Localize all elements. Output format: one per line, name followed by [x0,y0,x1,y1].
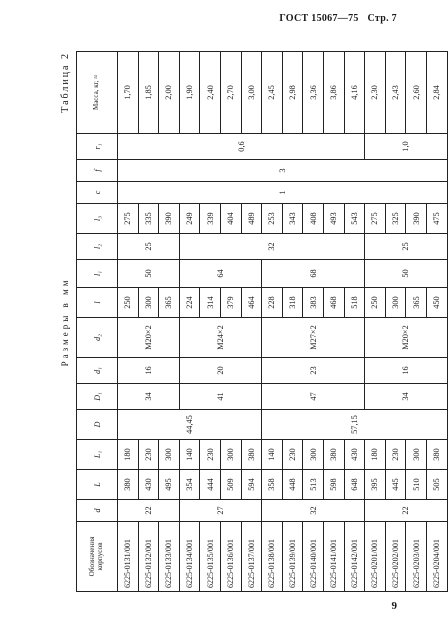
col-header: Обозначения корпусов [77,522,118,592]
l1-cell: 64 [179,260,261,288]
table-row [365,52,386,592]
designation-cell: 6225-0137/001 [241,522,262,592]
l3-cell: 339 [200,204,221,234]
D1-cell: 47 [262,384,365,410]
l3-cell: 475 [426,204,447,234]
r1-cell: 0,6 [118,134,365,160]
L1-cell: 300 [159,440,180,470]
l3-cell: 325 [385,204,406,234]
D-cell: 44,45 [118,410,262,440]
d2-cell: М20×2 [365,318,447,358]
d2-cell: М27×2 [262,318,365,358]
D-cell: 57,15 [262,410,447,440]
d2-cell: М24×2 [179,318,261,358]
designation-cell: 6225-0131/001 [118,522,139,592]
L1-cell: 180 [365,440,386,470]
D1-cell: 41 [179,384,261,410]
mass-cell: 2,45 [262,52,283,134]
L1-cell: 140 [262,440,283,470]
L-cell: 430 [138,470,159,500]
l3-cell: 343 [282,204,303,234]
col-header: Масса, кг, ≈ [77,52,118,134]
D1-cell: 34 [118,384,180,410]
table-row [179,52,200,592]
mass-cell: 3,36 [303,52,324,134]
page-header [273,13,397,24]
page-label: Стр. 7 [367,13,397,24]
L-cell: 648 [344,470,365,500]
l2-cell: 25 [118,234,180,260]
L1-cell: 180 [118,440,139,470]
l-cell: 468 [323,288,344,318]
designation-cell: 6225-0134/001 [179,522,200,592]
c-cell: 1 [118,182,448,204]
l-cell: 300 [385,288,406,318]
col-header: L₁ [77,440,118,470]
d-cell: 27 [179,500,261,522]
l-cell: 250 [365,288,386,318]
table-title: Размеры в мм [60,277,70,367]
designation-cell: 6225-0140/001 [303,522,324,592]
l3-cell: 493 [323,204,344,234]
table-row [262,52,283,592]
L-cell: 354 [179,470,200,500]
mass-cell: 2,98 [282,52,303,134]
mass-cell: 2,60 [406,52,427,134]
rotated-table-area [58,52,442,592]
mass-cell: 2,30 [365,52,386,134]
L-cell: 445 [385,470,406,500]
d-cell: 22 [365,500,447,522]
d2-cell: М20×2 [118,318,180,358]
L-cell: 444 [200,470,221,500]
l-cell: 228 [262,288,283,318]
designation-cell: 6225-0203/001 [406,522,427,592]
l1-cell: 68 [262,260,365,288]
D1-cell: 34 [365,384,447,410]
l3-cell: 489 [241,204,262,234]
designation-cell: 6225-0136/001 [220,522,241,592]
L-cell: 598 [323,470,344,500]
L-cell: 513 [303,470,324,500]
table-row [118,52,139,592]
l1-cell: 50 [118,260,180,288]
l3-cell: 390 [406,204,427,234]
l3-cell: 408 [303,204,324,234]
l-cell: 379 [220,288,241,318]
L1-cell: 230 [385,440,406,470]
l3-cell: 253 [262,204,283,234]
table-caption: Таблица 2 [60,52,71,113]
mass-cell: 3,86 [323,52,344,134]
l3-cell: 404 [220,204,241,234]
l-cell: 450 [426,288,447,318]
mass-cell: 2,70 [220,52,241,134]
d-cell: 22 [118,500,180,522]
l-cell: 300 [138,288,159,318]
l3-cell: 275 [365,204,386,234]
col-header: D [77,410,118,440]
L-cell: 358 [262,470,283,500]
col-header: L [77,470,118,500]
L1-cell: 380 [241,440,262,470]
l3-cell: 249 [179,204,200,234]
designation-cell: 6225-0204/001 [426,522,447,592]
standard-number: ГОСТ 15067—75 [279,13,359,24]
l-cell: 464 [241,288,262,318]
d-cell: 32 [262,500,365,522]
col-header: f [77,160,118,182]
col-header: l₂ [77,234,118,260]
col-header: l₃ [77,204,118,234]
mass-cell: 2,40 [200,52,221,134]
mass-cell: 2,84 [426,52,447,134]
L1-cell: 430 [344,440,365,470]
L1-cell: 230 [282,440,303,470]
col-header: l [77,288,118,318]
l1-cell: 50 [365,260,447,288]
l3-cell: 543 [344,204,365,234]
mass-cell: 2,00 [159,52,180,134]
designation-cell: 6225-0132/001 [138,522,159,592]
l3-cell: 275 [118,204,139,234]
L-cell: 505 [426,470,447,500]
dimensions-table [76,51,448,592]
mass-cell: 2,43 [385,52,406,134]
mass-cell: 1,85 [138,52,159,134]
designation-cell: 6225-0135/001 [200,522,221,592]
designation-cell: 6225-0141/001 [323,522,344,592]
header-row [77,52,118,592]
designation-cell: 6225-0139/001 [282,522,303,592]
L1-cell: 300 [406,440,427,470]
L-cell: 510 [406,470,427,500]
col-header: d [77,500,118,522]
page-number: 9 [391,600,397,612]
designation-cell: 6225-0133/001 [159,522,180,592]
l3-cell: 335 [138,204,159,234]
r1-cell: 1,0 [365,134,447,160]
col-header: D₁ [77,384,118,410]
l-cell: 224 [179,288,200,318]
L-cell: 395 [365,470,386,500]
L1-cell: 380 [426,440,447,470]
col-header: d₁ [77,358,118,384]
L1-cell: 140 [179,440,200,470]
L1-cell: 300 [303,440,324,470]
L1-cell: 230 [200,440,221,470]
d1-cell: 20 [179,358,261,384]
mass-cell: 3,00 [241,52,262,134]
L-cell: 448 [282,470,303,500]
designation-cell: 6225-0142/001 [344,522,365,592]
l-cell: 365 [159,288,180,318]
designation-cell: 6225-0138/001 [262,522,283,592]
l-cell: 314 [200,288,221,318]
l2-cell: 32 [179,234,364,260]
designation-cell: 6225-0201/001 [365,522,386,592]
L-cell: 380 [118,470,139,500]
L1-cell: 380 [323,440,344,470]
d1-cell: 16 [118,358,180,384]
col-header: l₁ [77,260,118,288]
L-cell: 495 [159,470,180,500]
l-cell: 318 [282,288,303,318]
l3-cell: 390 [159,204,180,234]
mass-cell: 4,16 [344,52,365,134]
L-cell: 594 [241,470,262,500]
col-header: c [77,182,118,204]
l-cell: 518 [344,288,365,318]
col-header: d₂ [77,318,118,358]
l-cell: 250 [118,288,139,318]
col-header: r₁ [77,134,118,160]
designation-cell: 6225-0202/001 [385,522,406,592]
d1-cell: 16 [365,358,447,384]
l-cell: 365 [406,288,427,318]
l-cell: 383 [303,288,324,318]
l2-cell: 25 [365,234,447,260]
L-cell: 509 [220,470,241,500]
f-cell: 3 [118,160,448,182]
L1-cell: 300 [220,440,241,470]
d1-cell: 23 [262,358,365,384]
mass-cell: 1,70 [118,52,139,134]
L1-cell: 230 [138,440,159,470]
mass-cell: 1,90 [179,52,200,134]
